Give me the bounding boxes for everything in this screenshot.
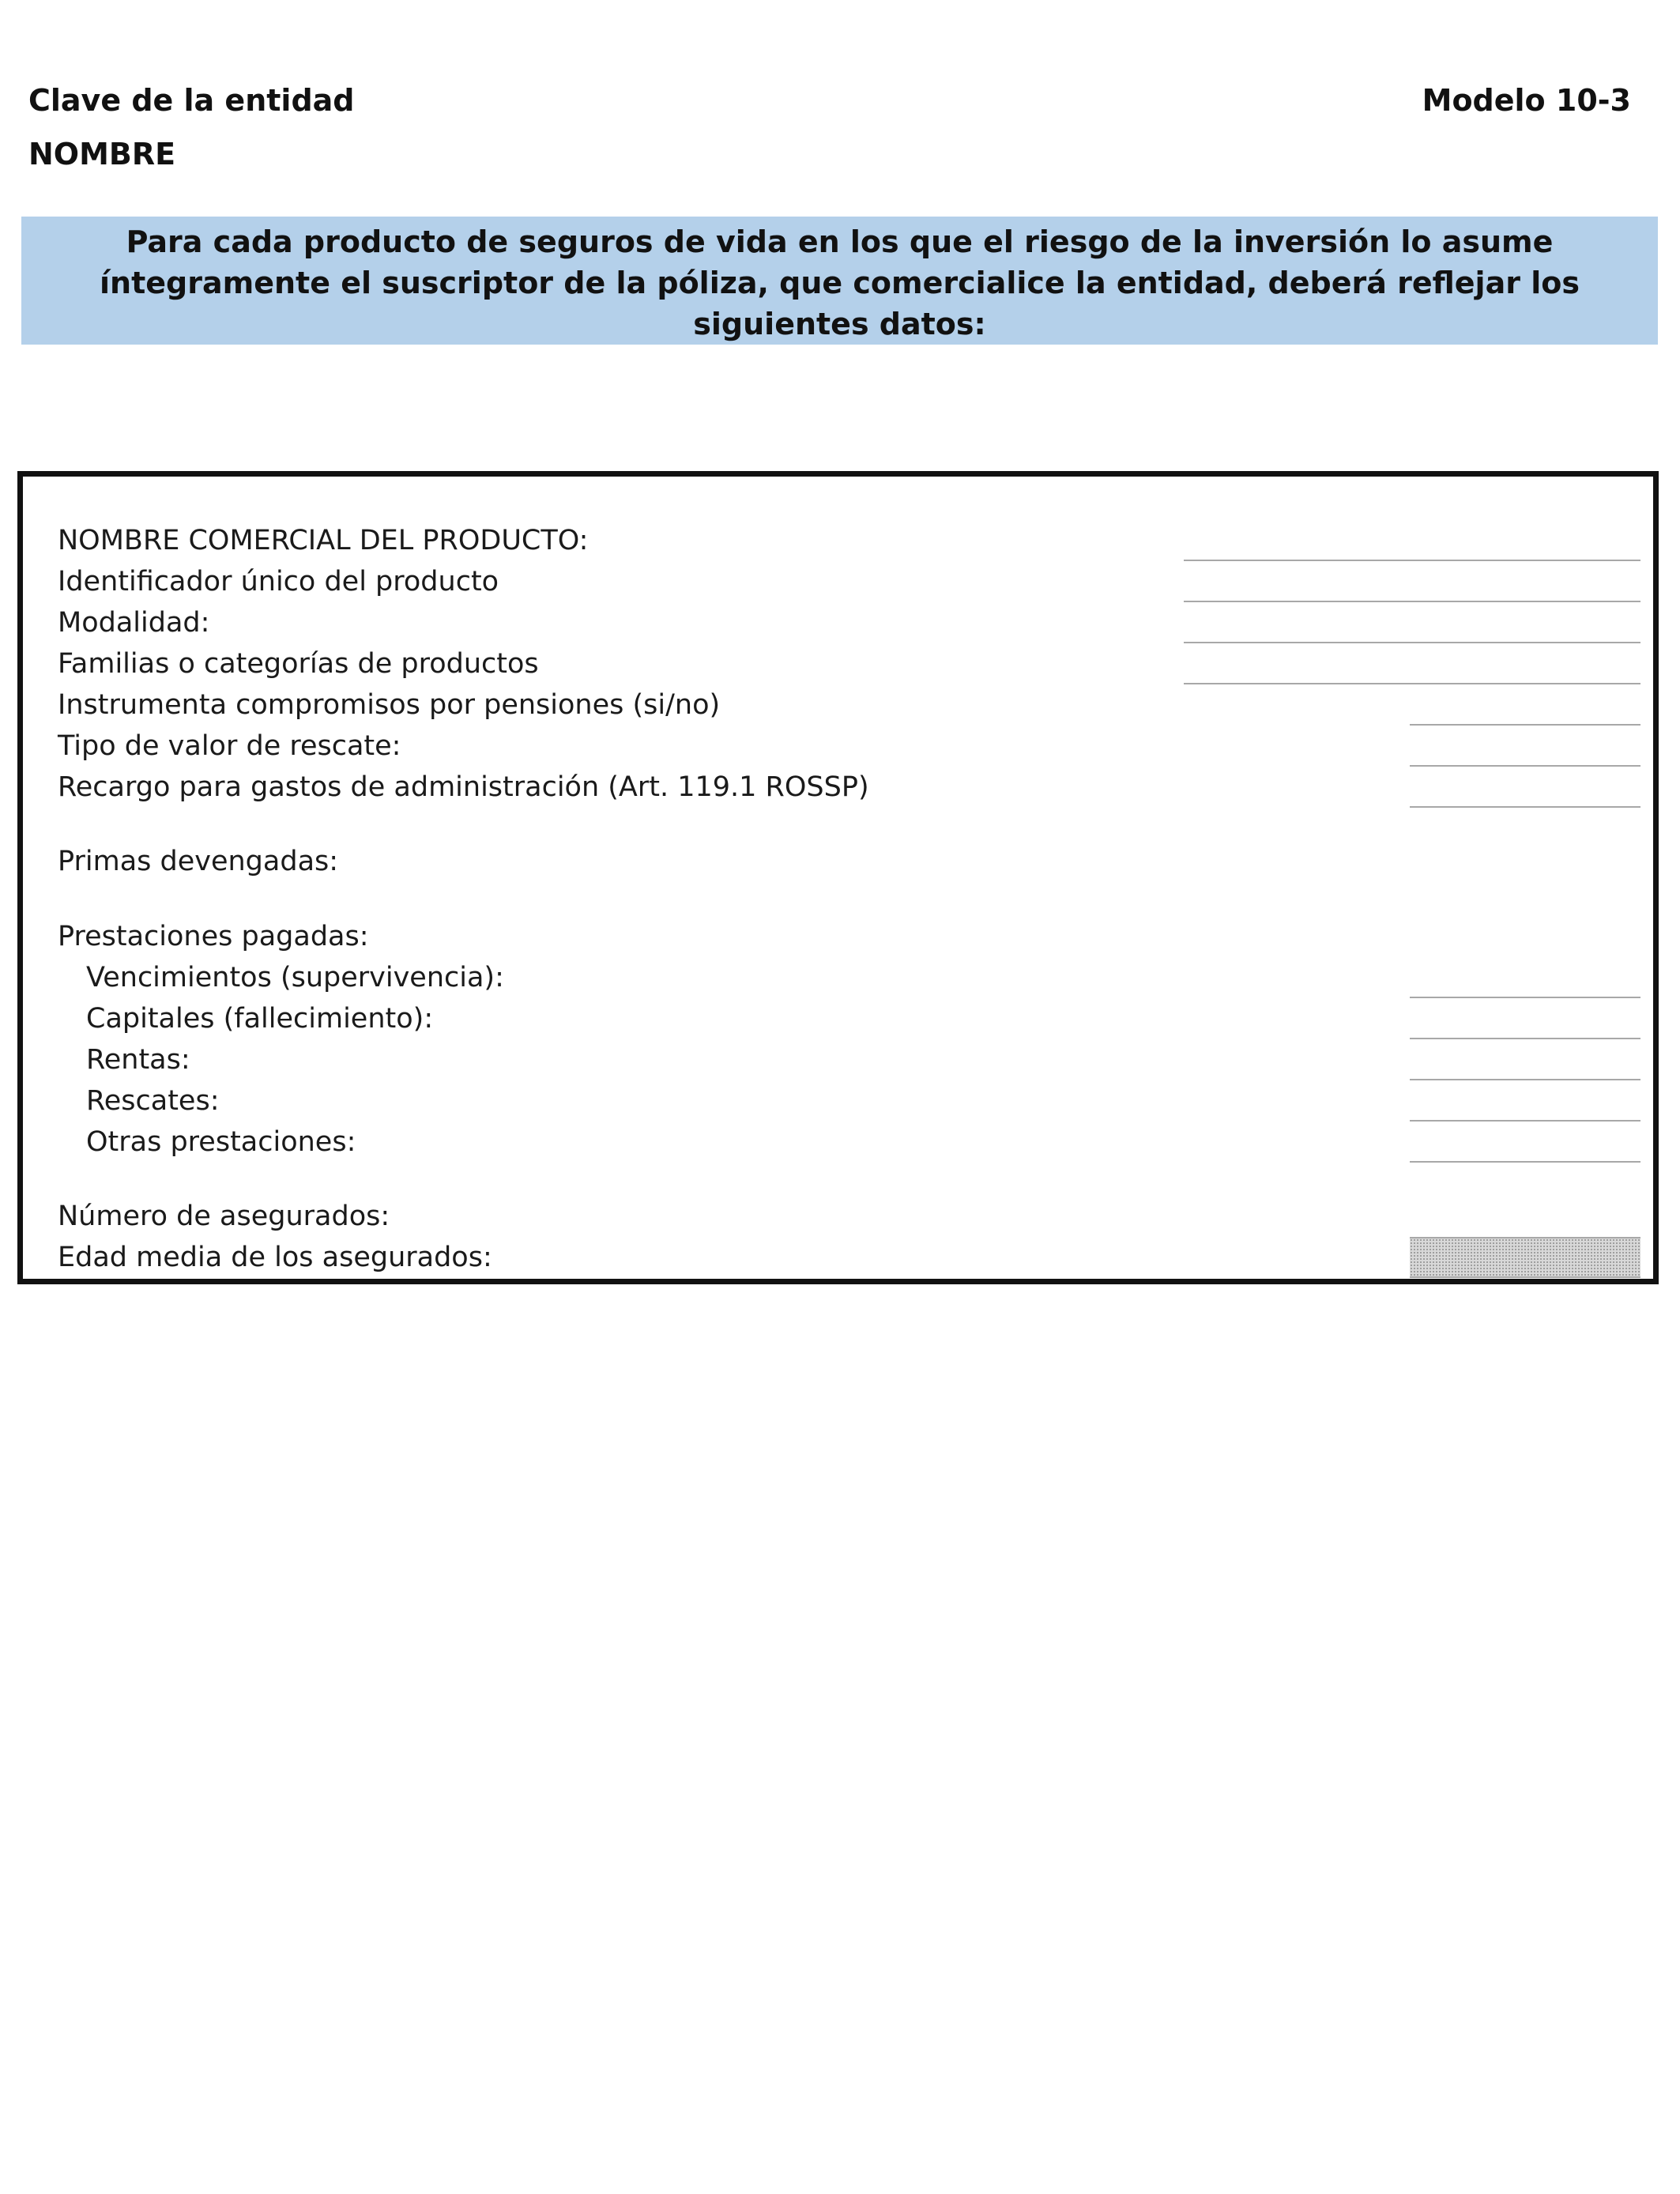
average-age-field[interactable] (1410, 1237, 1640, 1278)
row-insured-count (23, 1196, 1653, 1237)
entity-key-label: Clave de la entidad (28, 83, 355, 118)
row-admin-surcharge (23, 767, 1653, 808)
pension-commitments-label: Instrumenta compromisos por pensiones (si/no) (58, 689, 721, 721)
row-surrenders (23, 1080, 1653, 1122)
row-annuities (23, 1039, 1653, 1080)
average-age-label: Edad media de los asegurados: (58, 1242, 492, 1273)
instruction-line-1: Para cada producto de seguros de vida en los que el riesgo de la inversión lo asume (126, 224, 1554, 259)
row-families (23, 643, 1653, 684)
row-unique-id (23, 561, 1653, 602)
pension-commitments-field[interactable] (1410, 684, 1640, 726)
modality-field[interactable] (1184, 602, 1640, 643)
row-maturities (23, 957, 1653, 998)
row-pension-commitments (23, 684, 1653, 726)
surrender-value-type-field[interactable] (1410, 726, 1640, 767)
modality-label: Modalidad: (58, 607, 210, 639)
commercial-name-label: NOMBRE COMERCIAL DEL PRODUCTO: (58, 525, 589, 556)
row-modality (23, 602, 1653, 643)
unique-id-label: Identificador único del producto (58, 566, 499, 598)
row-average-age (23, 1237, 1653, 1278)
unique-id-field[interactable] (1184, 561, 1640, 602)
other-benefits-field[interactable] (1410, 1122, 1640, 1163)
entity-name-label: NOMBRE (28, 137, 176, 172)
premiums-earned-label: Primas devengadas: (58, 846, 339, 877)
instruction-line-3: siguientes datos: (693, 307, 986, 341)
maturities-field[interactable] (1410, 957, 1640, 998)
families-label: Familias o categorías de productos (58, 648, 539, 680)
model-code: Modelo 10-3 (1422, 83, 1631, 118)
row-other-benefits (23, 1122, 1653, 1163)
admin-surcharge-label: Recargo para gastos de administración (Art. 119.1 ROSSP) (58, 771, 869, 803)
insured-count-label: Número de asegurados: (58, 1201, 390, 1232)
death-capital-field[interactable] (1410, 998, 1640, 1039)
row-premiums-earned (23, 841, 1653, 882)
annuities-field[interactable] (1410, 1039, 1640, 1080)
surrenders-label: Rescates: (86, 1085, 220, 1117)
other-benefits-label: Otras prestaciones: (86, 1126, 356, 1158)
surrender-value-type-label: Tipo de valor de rescate: (58, 730, 401, 762)
row-death-capital (23, 998, 1653, 1039)
benefits-heading: Prestaciones pagadas: (58, 921, 369, 952)
row-benefits-heading (23, 916, 1653, 957)
death-capital-label: Capitales (fallecimiento): (86, 1003, 434, 1035)
product-form (17, 471, 1659, 1284)
annuities-label: Rentas: (86, 1044, 190, 1076)
admin-surcharge-field[interactable] (1410, 767, 1640, 808)
instruction-banner (21, 217, 1658, 345)
families-field[interactable] (1184, 643, 1640, 684)
instruction-line-2: íntegramente el suscriptor de la póliza, que comercialice la entidad, deberá reflejar los (100, 266, 1580, 300)
commercial-name-field[interactable] (1184, 520, 1640, 561)
row-surrender-value-type (23, 726, 1653, 767)
row-commercial-name (23, 520, 1653, 561)
surrenders-field[interactable] (1410, 1080, 1640, 1122)
maturities-label: Vencimientos (supervivencia): (86, 962, 504, 993)
